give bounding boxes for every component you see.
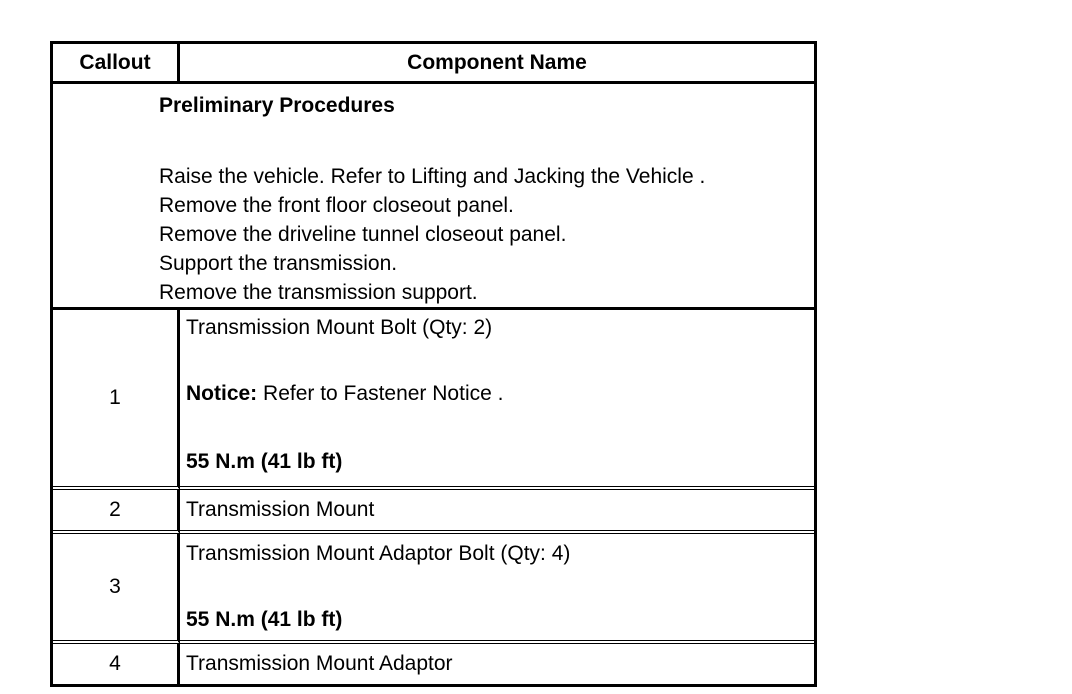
preliminary-step: Raise the vehicle. Refer to Lifting and Jacking the Vehicle .	[159, 165, 706, 188]
preliminary-step: Remove the driveline tunnel closeout panel.	[159, 223, 567, 246]
component-cell	[180, 534, 814, 644]
header-row	[53, 44, 814, 84]
component-name: Transmission Mount Bolt (Qty: 2)	[186, 316, 493, 339]
procedure-table	[50, 41, 817, 687]
preliminary-step: Remove the front floor closeout panel.	[159, 194, 514, 217]
callout-number: 4	[53, 644, 180, 684]
notice-label: Notice:	[186, 382, 258, 405]
table-row	[53, 534, 814, 644]
preliminary-step: Support the transmission.	[159, 252, 398, 275]
component-name-header: Component Name	[180, 44, 814, 84]
preliminary-cell	[53, 84, 814, 310]
preliminary-heading: Preliminary Procedures	[159, 94, 395, 117]
table-row	[53, 490, 814, 534]
component-name: Transmission Mount	[186, 498, 375, 521]
notice-line	[186, 380, 814, 408]
component-cell	[180, 490, 814, 534]
component-cell	[180, 644, 814, 684]
torque-spec: 55 N.m (41 lb ft)	[186, 450, 343, 473]
callout-number: 1	[53, 310, 180, 490]
component-name: Transmission Mount Adaptor Bolt (Qty: 4)	[186, 542, 571, 565]
notice-text: Refer to Fastener Notice .	[257, 382, 504, 405]
torque-spec: 55 N.m (41 lb ft)	[186, 608, 343, 631]
table-row	[53, 310, 814, 490]
preliminary-step: Remove the transmission support.	[159, 281, 478, 304]
table-row	[53, 644, 814, 684]
callout-number: 3	[53, 534, 180, 644]
callout-number: 2	[53, 490, 180, 534]
component-name: Transmission Mount Adaptor	[186, 652, 453, 675]
preliminary-row	[53, 84, 814, 310]
callout-header: Callout	[53, 44, 180, 84]
component-cell	[180, 310, 814, 490]
